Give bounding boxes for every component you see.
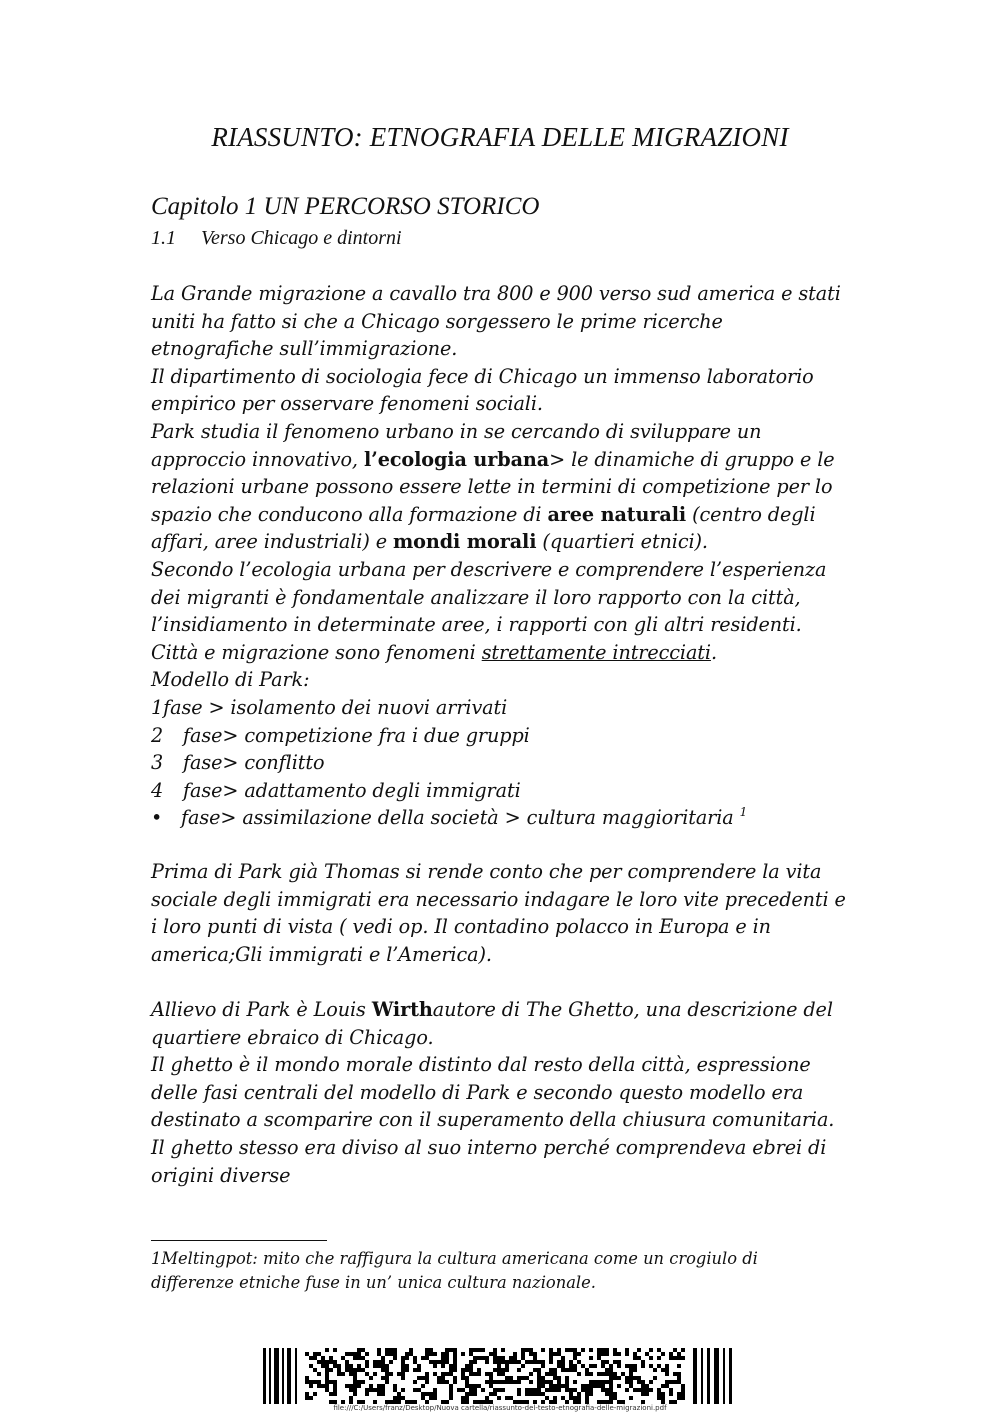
text-line: empirico per osservare fenomeni sociali. bbox=[151, 392, 543, 416]
text-line: Il ghetto è il mondo morale distinto dal resto della città, espressione bbox=[151, 1053, 811, 1077]
list-text: fase> competizione fra i due gruppi bbox=[183, 723, 530, 747]
list-number: 4 bbox=[151, 778, 164, 802]
section-title: Verso Chicago e dintorni bbox=[201, 227, 402, 249]
model-list-item bbox=[151, 749, 871, 777]
paragraph-dipartimento bbox=[151, 363, 871, 418]
paragraph-citta-migrazione bbox=[151, 639, 871, 667]
file-path-footer: file:///C:/Users/franz/Desktop/Nuova cartella/riassunto-del-testo-etnografia-delle-migrazioni.pdf bbox=[333, 1404, 667, 1412]
list-text: fase> adattamento degli immigrati bbox=[183, 778, 521, 802]
document-title: RIASSUNTO: ETNOGRAFIA DELLE MIGRAZIONI bbox=[211, 122, 789, 152]
paragraph-ghetto bbox=[151, 1051, 871, 1189]
footnote-line: 1Meltingpot: mito che raffigura la cultura americana come un crogiulo di bbox=[151, 1249, 758, 1268]
footnote-divider bbox=[151, 1240, 327, 1241]
text-line: (quartieri etnici). bbox=[536, 530, 708, 554]
text-line: (centro degli bbox=[686, 502, 816, 526]
text-line: dei migranti è fondamentale analizzare il loro rapporto con la città, bbox=[151, 585, 801, 609]
text-line: delle fasi centrali del modello di Park e secondo questo modello era bbox=[151, 1080, 804, 1104]
text-line: etnografiche sull’immigrazione. bbox=[151, 337, 458, 361]
text-line: uniti ha fatto si che a Chicago sorgessero le prime ricerche bbox=[151, 309, 723, 333]
paragraph-thomas bbox=[151, 858, 871, 968]
bold-term-ecologia-urbana: l’ecologia urbana bbox=[363, 447, 550, 471]
paragraph-wirth bbox=[151, 996, 871, 1051]
list-text: fase> conflitto bbox=[183, 751, 325, 775]
text-line: Park studia il fenomeno urbano in se cercando di sviluppare un bbox=[151, 419, 762, 443]
text-line: fase> assimilazione della società > cultura maggioritaria bbox=[181, 806, 740, 830]
list-number: 3 bbox=[151, 751, 164, 775]
text-line: spazio che conducono alla formazione di bbox=[151, 502, 548, 526]
underlined-term: strettamente intrecciati bbox=[481, 640, 711, 664]
text-line: . bbox=[710, 640, 717, 664]
text-line: origini diverse bbox=[151, 1163, 291, 1187]
text-line: La Grande migrazione a cavallo tra 800 e 900 verso sud america e stati bbox=[151, 282, 841, 305]
list-text bbox=[181, 804, 747, 832]
text-line: america;Gli immigrati e l’America). bbox=[151, 942, 492, 966]
text-line: Il dipartimento di sociologia fece di Chicago un immenso laboratorio bbox=[151, 364, 814, 388]
text-line: quartiere ebraico di Chicago. bbox=[151, 1025, 434, 1049]
text-line: Secondo l’ecologia urbana per descrivere e comprendere l’esperienza bbox=[151, 557, 827, 581]
model-first-phase: 1fase > isolamento dei nuovi arrivati bbox=[151, 695, 508, 719]
footnote-reference[interactable]: 1 bbox=[739, 805, 748, 820]
footnote-line: differenze etniche fuse in un’ unica cultura nazionale. bbox=[151, 1273, 596, 1292]
text-line: Allievo di Park è Louis bbox=[151, 998, 372, 1021]
main-text-block-3 bbox=[151, 996, 871, 1189]
text-line: Prima di Park già Thomas si rende conto che per comprendere la vita bbox=[151, 860, 822, 883]
text-line: approccio innovativo, bbox=[151, 447, 364, 471]
bullet-icon: • bbox=[151, 806, 163, 830]
model-label: Modello di Park: bbox=[151, 668, 310, 692]
text-line: > le dinamiche di gruppo e le bbox=[549, 447, 835, 471]
main-text-block-2 bbox=[151, 858, 871, 968]
text-line: i loro punti di vista ( vedi op. Il contadino polacco in Europa e in bbox=[151, 915, 771, 939]
text-line: Il ghetto stesso era diviso al suo interno perché comprendeva ebrei di bbox=[151, 1135, 827, 1159]
text-line: autore di The Ghetto, una descrizione del bbox=[432, 998, 833, 1021]
bold-term-aree-naturali: aree naturali bbox=[547, 502, 687, 526]
model-list-item bbox=[151, 777, 871, 805]
main-text-block-1 bbox=[151, 280, 871, 832]
text-line: destinato a scomparire con il superamento della chiusura comunitaria. bbox=[151, 1108, 835, 1132]
text-line: Città e migrazione sono fenomeni bbox=[151, 640, 482, 664]
footnote bbox=[151, 1247, 871, 1295]
section-number: 1.1 bbox=[151, 227, 176, 249]
chapter-heading: Capitolo 1 UN PERCORSO STORICO bbox=[151, 193, 540, 220]
bold-term-wirth: Wirth bbox=[371, 998, 433, 1021]
barcode bbox=[253, 1344, 745, 1408]
text-line: affari, aree industriali) e bbox=[151, 530, 393, 554]
section-heading bbox=[151, 227, 402, 250]
text-line: l’insidiamento in determinate aree, i rapporti con gli altri residenti. bbox=[151, 613, 802, 637]
model-list-item bbox=[151, 722, 871, 750]
list-number: 2 bbox=[151, 723, 164, 747]
bold-term-mondi-morali: mondi morali bbox=[392, 530, 537, 554]
paragraph-park-ecologia bbox=[151, 418, 871, 556]
model-list-item bbox=[151, 804, 871, 832]
paragraph-grande-migrazione bbox=[151, 280, 871, 363]
paragraph-secondo-ecologia bbox=[151, 556, 871, 639]
text-line: relazioni urbane possono essere lette in termini di competizione per lo bbox=[151, 475, 833, 499]
text-line: sociale degli immigrati era necessario indagare le loro vite precedenti e bbox=[151, 887, 846, 911]
